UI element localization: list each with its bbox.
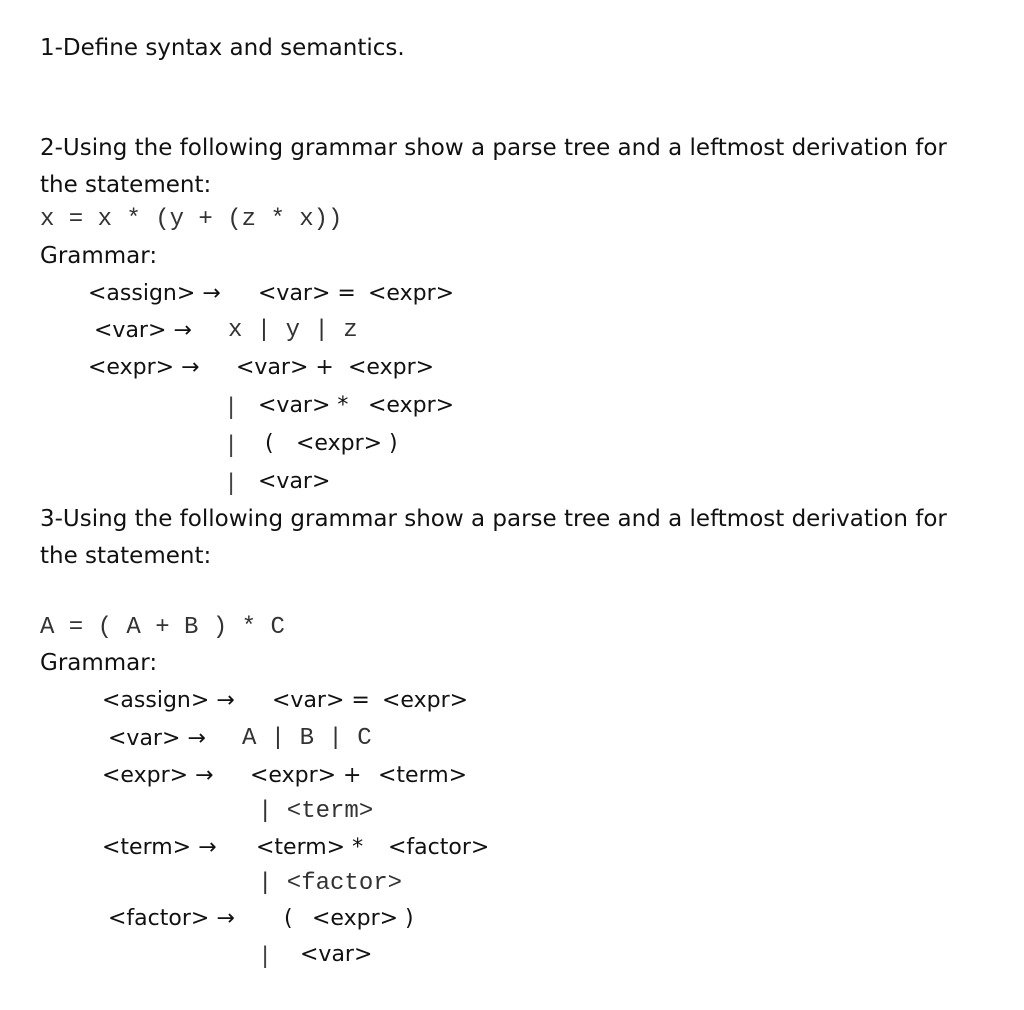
q3-factor-alt2-var: <var> [300, 942, 373, 967]
question-2-grammar-label: Grammar: [40, 243, 158, 269]
q2-var-lhs: <var> → [94, 318, 192, 343]
q3-factor-lhs: <factor> → [108, 906, 235, 931]
q2-assign-rhs-var: <var> = [258, 281, 356, 306]
q3-term-alt1-term: <term> * [256, 835, 364, 860]
q3-assign-rhs-expr: <expr> [382, 688, 469, 713]
q2-expr-lhs: <expr> → [88, 355, 200, 380]
q3-factor-alt1-expr: <expr> ) [312, 906, 414, 931]
question-3-grammar-label: Grammar: [40, 650, 158, 676]
q2-expr-alt2-bar: | [228, 393, 235, 420]
q3-term-lhs: <term> → [102, 835, 217, 860]
q3-var-lhs: <var> → [108, 726, 206, 751]
q2-expr-alt2-var: <var> * [258, 393, 349, 418]
q3-term-alt1-factor: <factor> [388, 835, 490, 860]
question-3-statement: A = ( A + B ) * C [40, 614, 285, 641]
question-2-statement: x = x * (y + (z * x)) [40, 206, 343, 233]
q2-expr-alt1-expr: <expr> [348, 355, 435, 380]
q3-expr-alt1-term: <term> [378, 763, 468, 788]
question-3-line-1: 3-Using the following grammar show a parse tree and a leftmost derivation for [40, 506, 947, 532]
q2-expr-alt4-var: <var> [258, 469, 331, 494]
q3-var-rhs: A | B | C [242, 725, 372, 752]
question-1-text: 1-Define syntax and semantics. [40, 35, 405, 61]
q2-expr-alt4-bar: | [228, 469, 235, 496]
q3-term-alt2: | <factor> [258, 870, 403, 897]
q2-assign-lhs: <assign> → [88, 281, 221, 306]
q3-expr-alt2: | <term> [258, 798, 374, 825]
q3-assign-lhs: <assign> → [102, 688, 235, 713]
q2-var-rhs: x | y | z [228, 317, 358, 344]
q3-assign-rhs-var: <var> = [272, 688, 370, 713]
q2-expr-alt1-var: <var> + [236, 355, 334, 380]
q2-expr-alt2-expr: <expr> [368, 393, 455, 418]
q2-expr-alt3-open: ( [265, 431, 274, 456]
question-3-line-2: the statement: [40, 543, 212, 569]
question-2-line-2: the statement: [40, 172, 212, 198]
q2-expr-alt3-bar: | [228, 431, 235, 458]
q3-factor-alt1-open: ( [284, 906, 293, 931]
question-2-line-1: 2-Using the following grammar show a parse tree and a leftmost derivation for [40, 135, 947, 161]
q3-expr-alt1-expr: <expr> + [250, 763, 362, 788]
q3-factor-alt2-bar: | [262, 942, 269, 969]
q2-expr-alt3-expr: <expr> ) [296, 431, 398, 456]
q3-expr-lhs: <expr> → [102, 763, 214, 788]
q2-assign-rhs-expr: <expr> [368, 281, 455, 306]
